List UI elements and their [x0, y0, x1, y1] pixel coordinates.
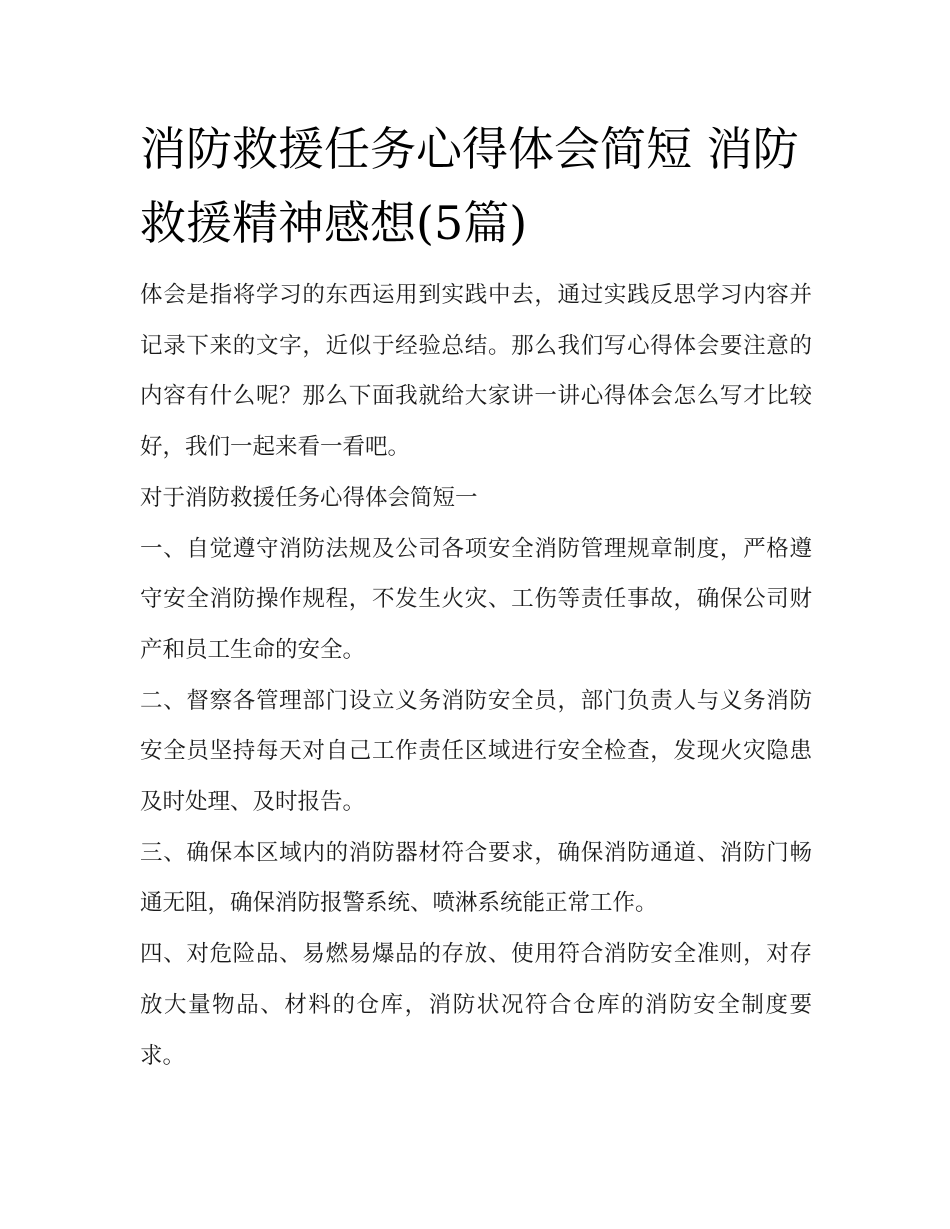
list-item-4: 四、对危险品、易燃易爆品的存放、使用符合消防安全准则，对存放大量物品、材料的仓库，消防状况符合仓库的消防安全制度要求。 [140, 941, 812, 1069]
list-item-1: 一、自觉遵守消防法规及公司各项安全消防管理规章制度，严格遵守安全消防操作规程，不发生火灾、工伤等责任事故，确保公司财产和员工生命的安全。 [140, 535, 812, 663]
document-page [140, 112, 812, 1081]
list-item-3: 三、确保本区域内的消防器材符合要求，确保消防通道、消防门畅通无阻，确保消防报警系统、喷淋系统能正常工作。 [140, 839, 812, 917]
intro-paragraph: 体会是指将学习的东西运用到实践中去，通过实践反思学习内容并记录下来的文字，近似于经验总结。那么我们写心得体会要注意的内容有什么呢？那么下面我就给大家讲一讲心得体会怎么写才比较好，我们一起来看一看吧。 [140, 282, 812, 461]
section-heading: 对于消防救援任务心得体会简短一 [140, 484, 478, 511]
list-item-2: 二、督察各管理部门设立义务消防安全员，部门负责人与义务消防安全员坚持每天对自己工作责任区域进行安全检查，发现火灾隐患及时处理、及时报告。 [140, 687, 812, 816]
document-title: 消防救援任务心得体会简短 消防救援精神感想(5篇) [140, 122, 799, 250]
